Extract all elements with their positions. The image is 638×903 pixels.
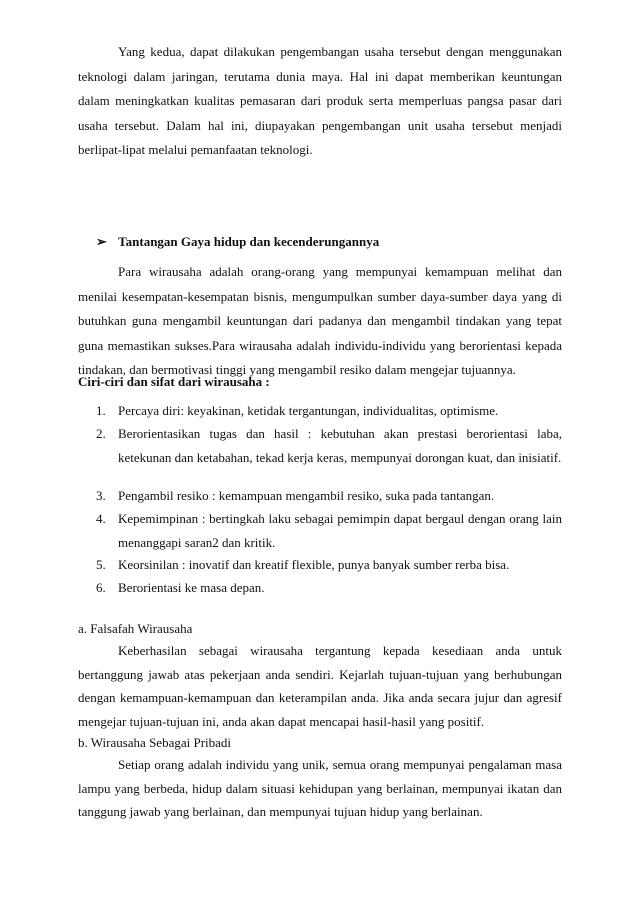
list-number: 4. [96,511,106,526]
list-number: 2. [96,426,106,441]
paragraph-wirausaha: Para wirausaha adalah orang-orang yang mempunyai kemampuan melihat dan menilai kesempatan-kesempatan bisnis, mengumpulkan sumber daya-sumber daya yang di butuhkan guna mengambil keuntungan dari padanya dan mengambil tindakan yang tepat guna memastikan sukses.Para wirausaha adalah individu-individu yang berorientasi kepada tindakan, dan bermotivasi tinggi yang mengambil resiko dalam mengejar tujuannya. [78,264,562,378]
list-item [96,399,562,423]
list-text: Kepemimpinan : bertingkah laku sebagai pemimpin dapat bergaul dengan orang lain menanggapi saran2 dan kritik. [118,511,562,550]
paragraph-pengembangan: Yang kedua, dapat dilakukan pengembangan usaha tersebut dengan menggunakan teknologi dalam jaringan, terutama dunia maya. Hal ini dapat memberikan keuntungan dalam meningkatkan kualitas pemasaran dari produk serta memperluas pangsa pasar dari usaha tersebut. Dalam hal ini, diupayakan pengembangan unit usaha tersebut menjadi berlipat-lipat melalui pemanfaatan teknologi. [78,44,562,158]
list-number: 1. [96,403,106,418]
list-number: 6. [96,580,106,595]
section-heading-tantangan [96,234,379,250]
section-heading-falsafah: a. Falsafah Wirausaha [78,621,193,636]
arrow-bullet-icon: ➢ [96,234,107,249]
list-text: Pengambil resiko : kemampuan mengambil resiko, suka pada tantangan. [118,488,495,503]
list-item [96,484,562,508]
list-text: Percaya diri: keyakinan, ketidak tergantungan, individualitas, optimisme. [118,403,499,418]
section-heading-pribadi: b. Wirausaha Sebagai Pribadi [78,735,232,750]
list-text: Berorientasikan tugas dan hasil : kebutuhan akan prestasi berorientasi laba, ketekunan dan ketabahan, tekad kerja keras, mempunyai dorongan kuat, dan inisiatif. [118,426,562,465]
list-number: 3. [96,488,106,503]
list-text: Berorientasi ke masa depan. [118,580,265,595]
paragraph-falsafah: Keberhasilan sebagai wirausaha tergantung kepada kesediaan anda untuk bertanggung jawab atas pekerjaan anda sendiri. Kejarlah tujuan-tujuan yang berhubungan dengan kemampuan-kemampuan dan keterampilan anda. Jika anda secara jujur dan agresif mengejar tujuan-tujuan ini, anda akan dapat mencapai hasil-hasil yang positif. [78,643,562,729]
list-item [96,422,562,470]
paragraph-pribadi: Setiap orang adalah individu yang unik, semua orang mempunyai pengalaman masa lampu yang berbeda, hidup dalam situasi kehidupan yang berlainan, mempunyai ikatan dan tanggung jawab yang berlainan, dan mempunyai tujuan hidup yang berlainan. [78,757,562,819]
list-item [96,553,562,577]
heading-text: Tantangan Gaya hidup dan kecenderungannya [118,234,380,249]
list-item [96,576,562,600]
list-number: 5. [96,557,106,572]
ciri-heading: Ciri-ciri dan sifat dari wirausaha : [78,374,270,389]
list-item [96,507,562,555]
list-text: Keorsinilan : inovatif dan kreatif flexible, punya banyak sumber rerba bisa. [118,557,510,572]
